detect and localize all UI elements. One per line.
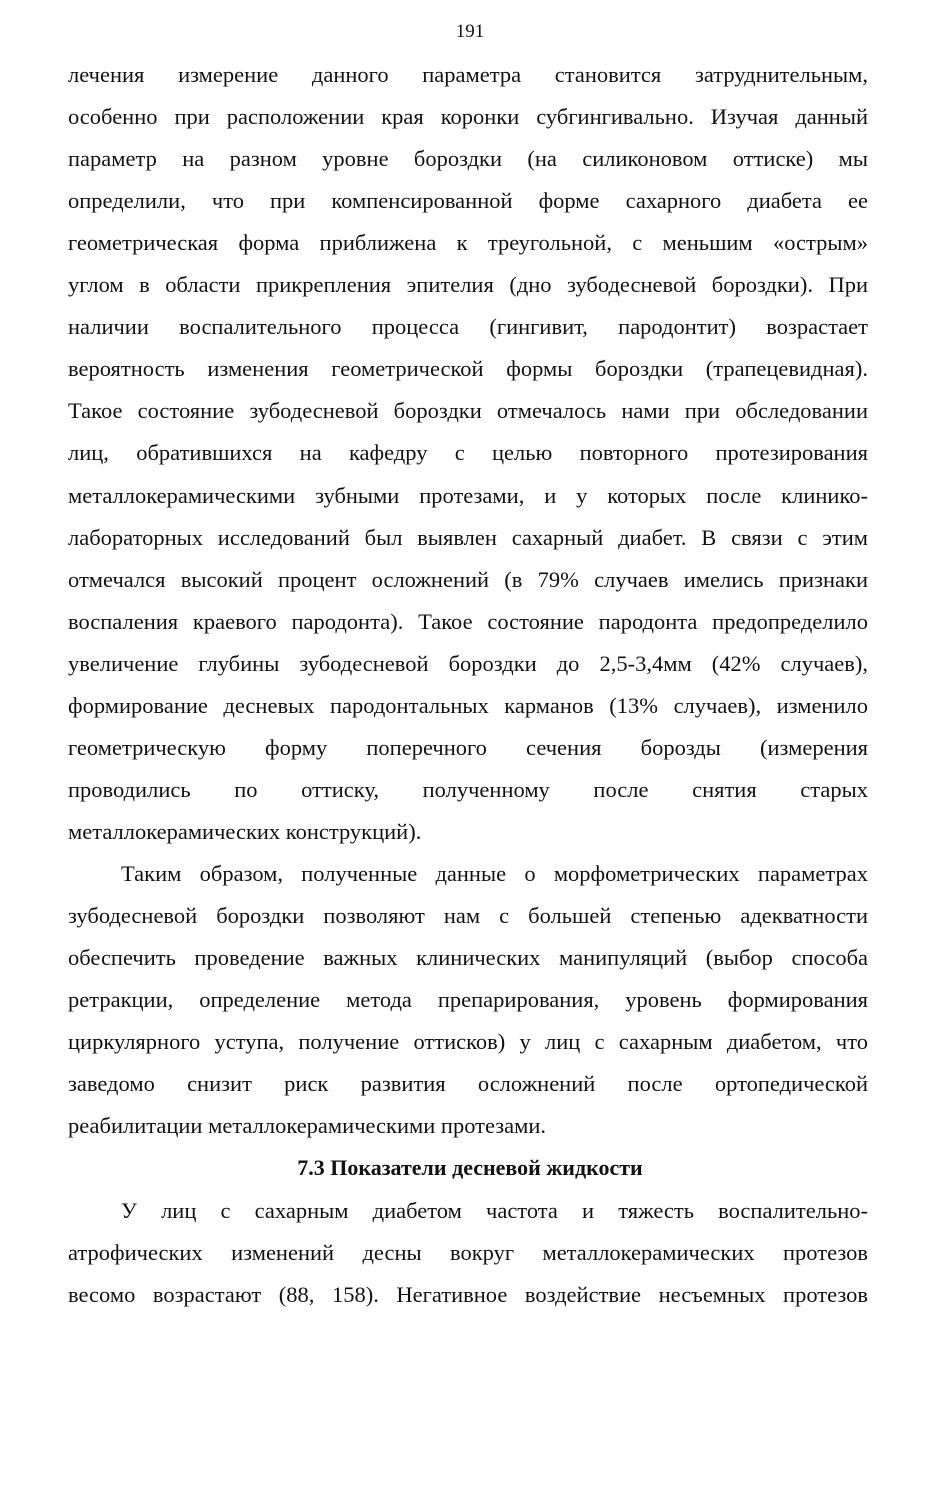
text-line: особенно при расположении края коронки субгингивально. Изучая данный bbox=[68, 104, 868, 129]
text-line: Таким образом, полученные данные о морфометрических параметрах bbox=[121, 861, 868, 886]
text-line: реабилитации металлокерамическими протезами. bbox=[68, 1113, 547, 1138]
text-line: заведомо снизит риск развития осложнений после ортопедической bbox=[68, 1071, 868, 1096]
text-line: лабораторных исследований был выявлен сахарный диабет. В связи с этим bbox=[68, 525, 868, 550]
text-line: У лиц с сахарным диабетом частота и тяжесть воспалительно- bbox=[121, 1198, 868, 1223]
page-number: 191 bbox=[455, 21, 485, 42]
text-line: отмечался высокий процент осложнений (в 79% случаев имелись признаки bbox=[68, 567, 868, 592]
text-line: ретракции, определение метода препарирования, уровень формирования bbox=[68, 987, 868, 1012]
text-line: лиц, обратившихся на кафедру с целью повторного протезирования bbox=[68, 440, 868, 465]
text-line: вероятность изменения геометрической формы бороздки (трапецевидная). bbox=[68, 356, 868, 381]
text-line: обеспечить проведение важных клинических манипуляций (выбор способа bbox=[68, 945, 868, 970]
text-line: формирование десневых пародонтальных карманов (13% случаев), изменило bbox=[68, 693, 868, 718]
text-line: атрофических изменений десны вокруг металлокерамических протезов bbox=[68, 1240, 868, 1265]
text-line: циркулярного уступа, получение оттисков) у лиц с сахарным диабетом, что bbox=[68, 1029, 868, 1054]
text-line: весомо возрастают (88, 158). Негативное воздействие несъемных протезов bbox=[68, 1282, 868, 1307]
text-line: проводились по оттиску, полученному после снятия старых bbox=[68, 777, 868, 802]
text-line: лечения измерение данного параметра становится затруднительным, bbox=[68, 62, 868, 87]
text-line: геометрическую форму поперечного сечения борозды (измерения bbox=[68, 735, 868, 760]
section-heading: 7.3 Показатели десневой жидкости bbox=[297, 1155, 643, 1180]
text-line: определили, что при компенсированной форме сахарного диабета ее bbox=[68, 188, 868, 213]
text-line: увеличение глубины зубодесневой бороздки до 2,5-3,4мм (42% случаев), bbox=[68, 651, 868, 676]
text-line: зубодесневой бороздки позволяют нам с большей степенью адекватности bbox=[68, 903, 868, 928]
text-line: воспаления краевого пародонта). Такое состояние пародонта предопределило bbox=[68, 609, 868, 634]
text-line: геометрическая форма приближена к треугольной, с меньшим «острым» bbox=[68, 230, 868, 255]
text-line: металлокерамическими зубными протезами, и у которых после клинико- bbox=[68, 483, 868, 508]
text-line: наличии воспалительного процесса (гингивит, пародонтит) возрастает bbox=[68, 314, 868, 339]
text-line: параметр на разном уровне бороздки (на силиконовом оттиске) мы bbox=[68, 146, 868, 171]
text-line: металлокерамических конструкций). bbox=[68, 819, 422, 844]
text-line: Такое состояние зубодесневой бороздки отмечалось нами при обследовании bbox=[68, 398, 868, 423]
text-line: углом в области прикрепления эпителия (дно зубодесневой бороздки). При bbox=[68, 272, 868, 297]
